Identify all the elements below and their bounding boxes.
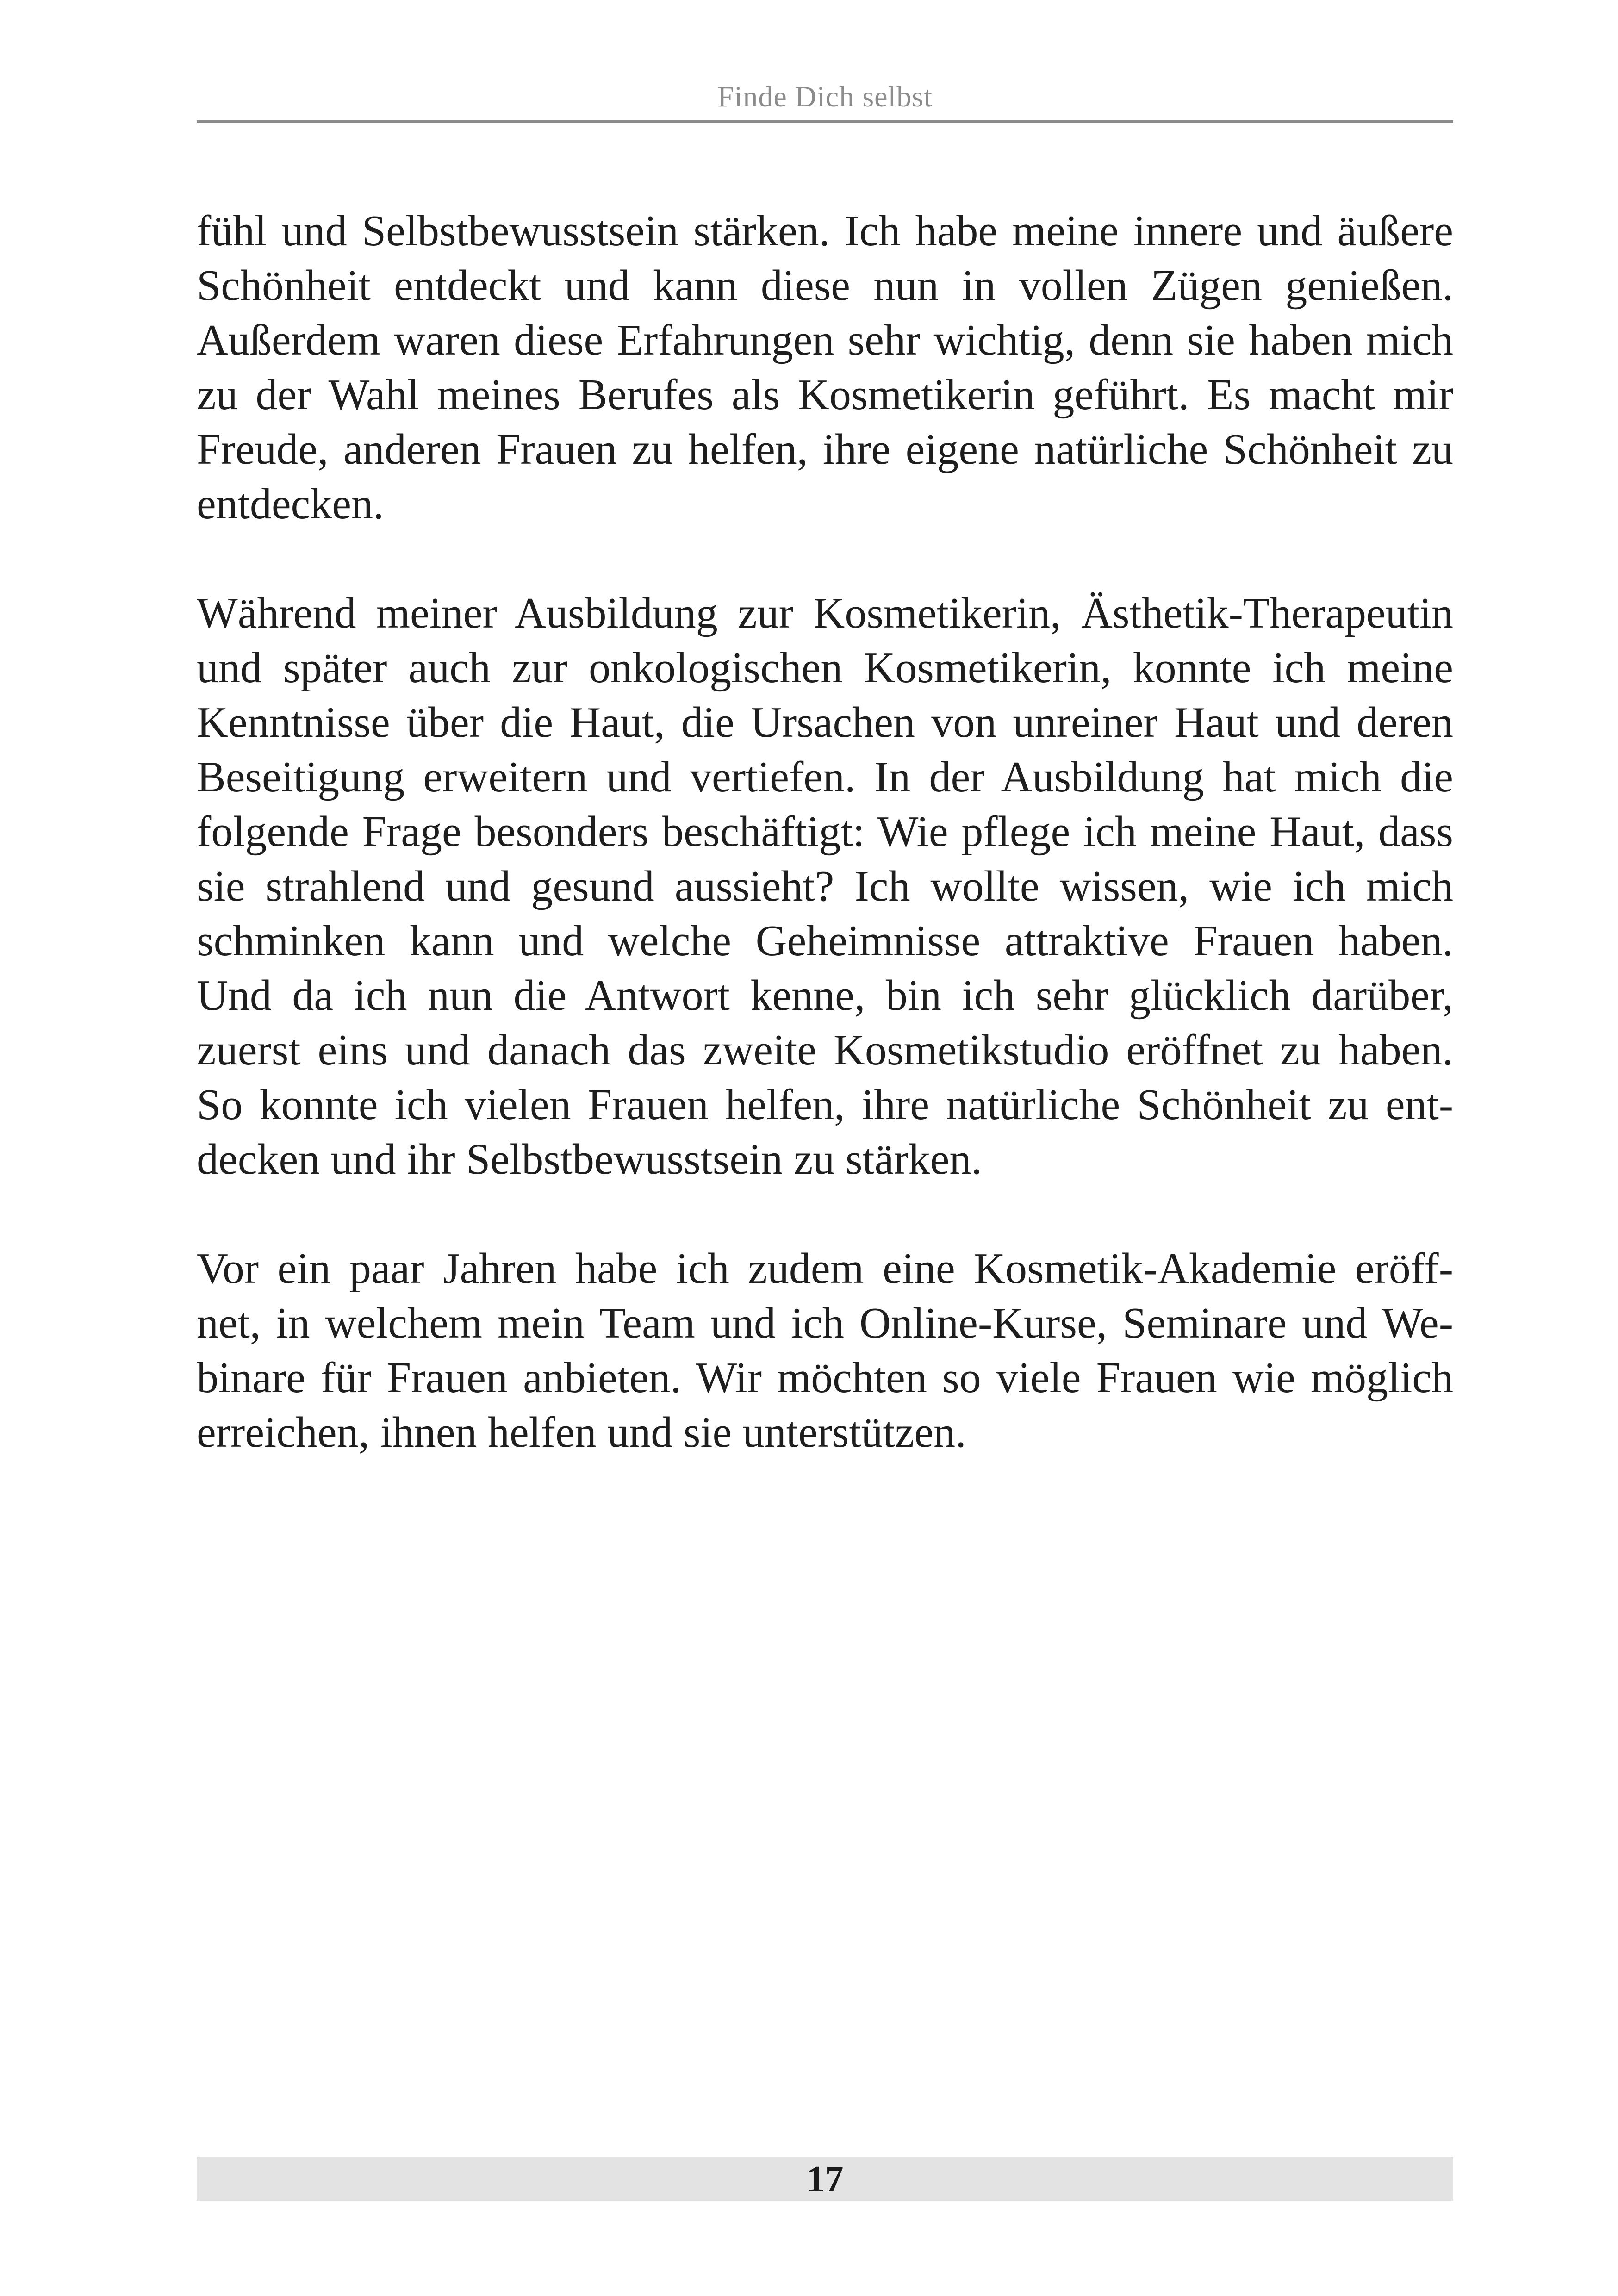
page-number: 17 xyxy=(806,2159,844,2200)
text-line: Schönheit entdeckt und kann diese nun in vollen Zügen genießen. xyxy=(197,261,1453,310)
text-line: Beseitigung erweitern und vertiefen. In der Ausbildung hat mich die xyxy=(197,753,1453,801)
running-header-title: Finde Dich selbst xyxy=(717,80,933,113)
text-line: entdecken. xyxy=(197,480,384,528)
text-line: Während meiner Ausbildung zur Kosmetikerin, Ästhetik-Therapeutin xyxy=(197,589,1453,637)
text-line: folgende Frage besonders beschäftigt: Wie pflege ich meine Haut, dass xyxy=(197,808,1453,856)
text-line: decken und ihr Selbstbewusstsein zu stärken. xyxy=(197,1135,982,1183)
text-line: net, in welchem mein Team und ich Online-Kurse, Seminare und We- xyxy=(197,1299,1453,1347)
body-text xyxy=(197,204,1453,1460)
text-line: erreichen, ihnen helfen und sie unterstützen. xyxy=(197,1408,966,1456)
text-line: fühl und Selbstbewusstsein stärken. Ich habe meine innere und äußere xyxy=(197,207,1453,255)
paragraph-1 xyxy=(197,204,1453,531)
text-line: schminken kann und welche Geheimnisse attraktive Frauen haben. xyxy=(197,917,1453,965)
text-line: Außerdem waren diese Erfahrungen sehr wichtig, denn sie haben mich xyxy=(197,316,1453,364)
paragraph-3 xyxy=(197,1241,1453,1460)
text-line: binare für Frauen anbieten. Wir möchten so viele Frauen wie möglich xyxy=(197,1354,1453,1402)
running-header xyxy=(197,74,1453,123)
text-line: Kenntnisse über die Haut, die Ursachen von unreiner Haut und deren xyxy=(197,698,1453,747)
text-line: zuerst eins und danach das zweite Kosmetikstudio eröffnet zu haben. xyxy=(197,1026,1453,1074)
text-line: Freude, anderen Frauen zu helfen, ihre eigene natürliche Schönheit zu xyxy=(197,425,1453,473)
text-line: So konnte ich vielen Frauen helfen, ihre natürliche Schönheit zu ent- xyxy=(197,1081,1453,1129)
text-line: Und da ich nun die Antwort kenne, bin ich sehr glücklich darüber, xyxy=(197,971,1453,1020)
page-footer xyxy=(197,2157,1453,2201)
text-line: Vor ein paar Jahren habe ich zudem eine Kosmetik-Akademie eröff- xyxy=(197,1244,1453,1293)
paragraph-2 xyxy=(197,586,1453,1187)
text-line: sie strahlend und gesund aussieht? Ich wollte wissen, wie ich mich xyxy=(197,862,1453,910)
text-line: zu der Wahl meines Berufes als Kosmetikerin geführt. Es macht mir xyxy=(197,371,1453,419)
text-line: und später auch zur onkologischen Kosmetikerin, konnte ich meine xyxy=(197,644,1453,692)
